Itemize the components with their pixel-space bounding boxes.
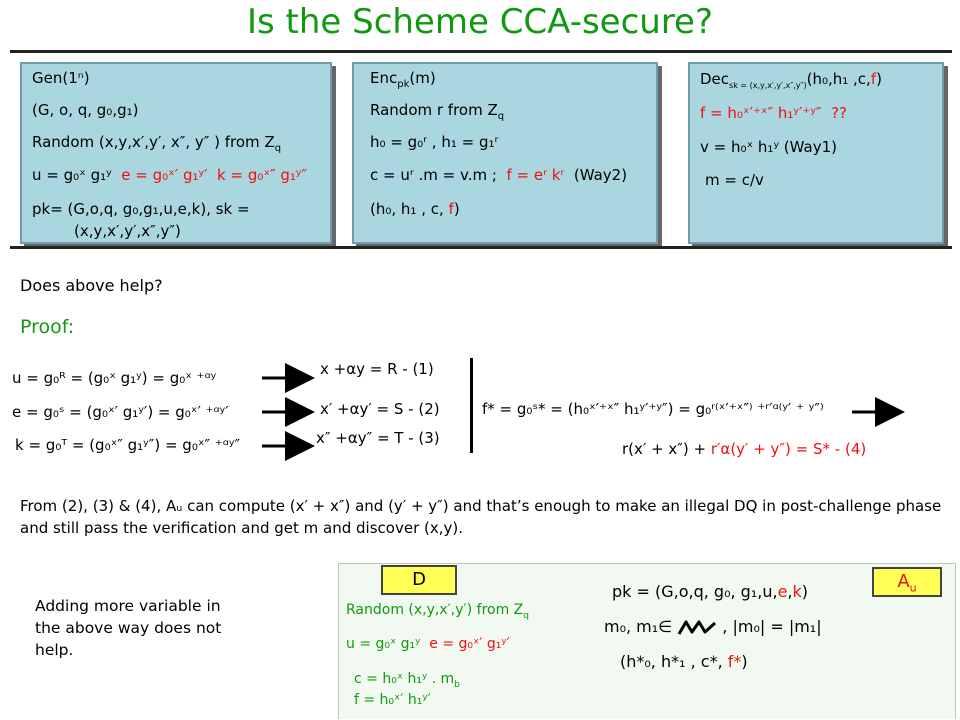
- enc-random: Random r from $Z_q$: [370, 101, 505, 122]
- eq-k: k = g₀ᵀ = (g₀ˣ″ g₁ʸ″) = g₀ˣ″ ⁺ᵅʸ″: [15, 436, 241, 454]
- eq-fstar: f* = g₀ˢ* = (h₀ˣ′⁺ˣ″ h₁ʸ′⁺ʸ″) = g₀ʳ⁽ˣ′⁺ˣ″⁾ ⁺ʳ′ᵅ⁽ʸ′ ⁺ ʸ″⁾: [482, 400, 824, 418]
- gen-pk: pk= (G,o,q, g₀,g₁,u,e,k), sk =: [32, 200, 250, 218]
- message-space-icon: [677, 619, 717, 637]
- enc-title: Enc$_{pk}$(m): [370, 69, 436, 90]
- proof-label: Proof:: [20, 316, 75, 338]
- gen-keys-line: u = g₀ˣ g₁ʸ e = g₀ˣ′ g₁ʸ′ k = g₀ˣ″ g₁ʸ″: [32, 166, 308, 184]
- gen-sk: (x,y,x′,y′,x″,y″): [74, 222, 181, 240]
- vertical-separator: [470, 358, 473, 453]
- question-text: Does above help?: [20, 276, 163, 295]
- gen-group: (G, o, q, g₀,g₁): [32, 101, 139, 119]
- eq-e: e = g₀ˢ = (g₀ˣ′ g₁ʸ′) = g₀ˣ′ ⁺ᵅʸ′: [12, 403, 229, 421]
- game-c-line: c = h₀ˣ h₁ʸ . $m_b$: [354, 671, 460, 690]
- eq-u: u = g₀ᴿ = (g₀ˣ g₁ʸ) = g₀ˣ ⁺ᵅʸ: [12, 369, 217, 387]
- rel-1: x +αy = R - (1): [320, 360, 434, 378]
- enc-output: (h₀, h₁ , c, f): [370, 200, 460, 218]
- conclusion-paragraph: From (2), (3) & (4), Aᵤ can compute (x′ + x″) and (y′ + y″) and that’s enough to make an illegal DQ in post-challenge phase and still pass the verification and get m and discover (x,y).: [20, 497, 942, 537]
- game-f-line: f = h₀ˣ′ h₁ʸ′: [354, 692, 431, 708]
- slide-title: Is the Scheme CCA-secure?: [246, 2, 714, 42]
- au-label: $A_u$: [872, 567, 942, 597]
- rel-3: x″ +αy″ = T - (3): [316, 429, 440, 447]
- rel-2: x′ +αy′ = S - (2): [320, 400, 440, 418]
- side-note: Adding more variable in the above way does not help.: [35, 597, 222, 659]
- message-space: m₀, m₁∈ , |m₀| = |m₁|: [604, 617, 822, 636]
- challenge-message: (h*₀, h*₁ , c*, f*): [620, 652, 748, 671]
- game-random: Random (x,y,x′,y′) from $Z_q$: [346, 602, 529, 621]
- dec-f-check: f = h₀ˣ′⁺ˣ″ h₁ʸ′⁺ʸ″ ??: [700, 104, 848, 122]
- game-keys: u = g₀ˣ g₁ʸ e = g₀ˣ′ g₁ʸ′: [346, 636, 510, 652]
- gen-title: Gen(1ⁿ): [32, 69, 90, 87]
- d-label: D: [381, 565, 457, 595]
- rel-4: r(x′ + x″) + r′α(y′ + y″) = S* - (4): [622, 440, 867, 458]
- dec-title: Dec$_{sk = (x,y,x',y',x'',y'')}$(h₀,h₁ ,c,f): [700, 70, 882, 90]
- enc-c-line: c = uʳ .m = v.m ; f = eʳ kʳ (Way2): [370, 166, 628, 184]
- dec-v-line: v = h₀ˣ h₁ʸ (Way1): [700, 138, 837, 156]
- pk-message: pk = (G,o,q, g₀, g₁,u,e,k): [612, 582, 809, 601]
- dec-m-line: m = c/v: [705, 171, 764, 189]
- gen-random: Random (x,y,x′,y′, x″, y″ ) from $Z_q$: [32, 133, 282, 154]
- enc-h-values: h₀ = g₀ʳ , h₁ = g₁ʳ: [370, 133, 499, 151]
